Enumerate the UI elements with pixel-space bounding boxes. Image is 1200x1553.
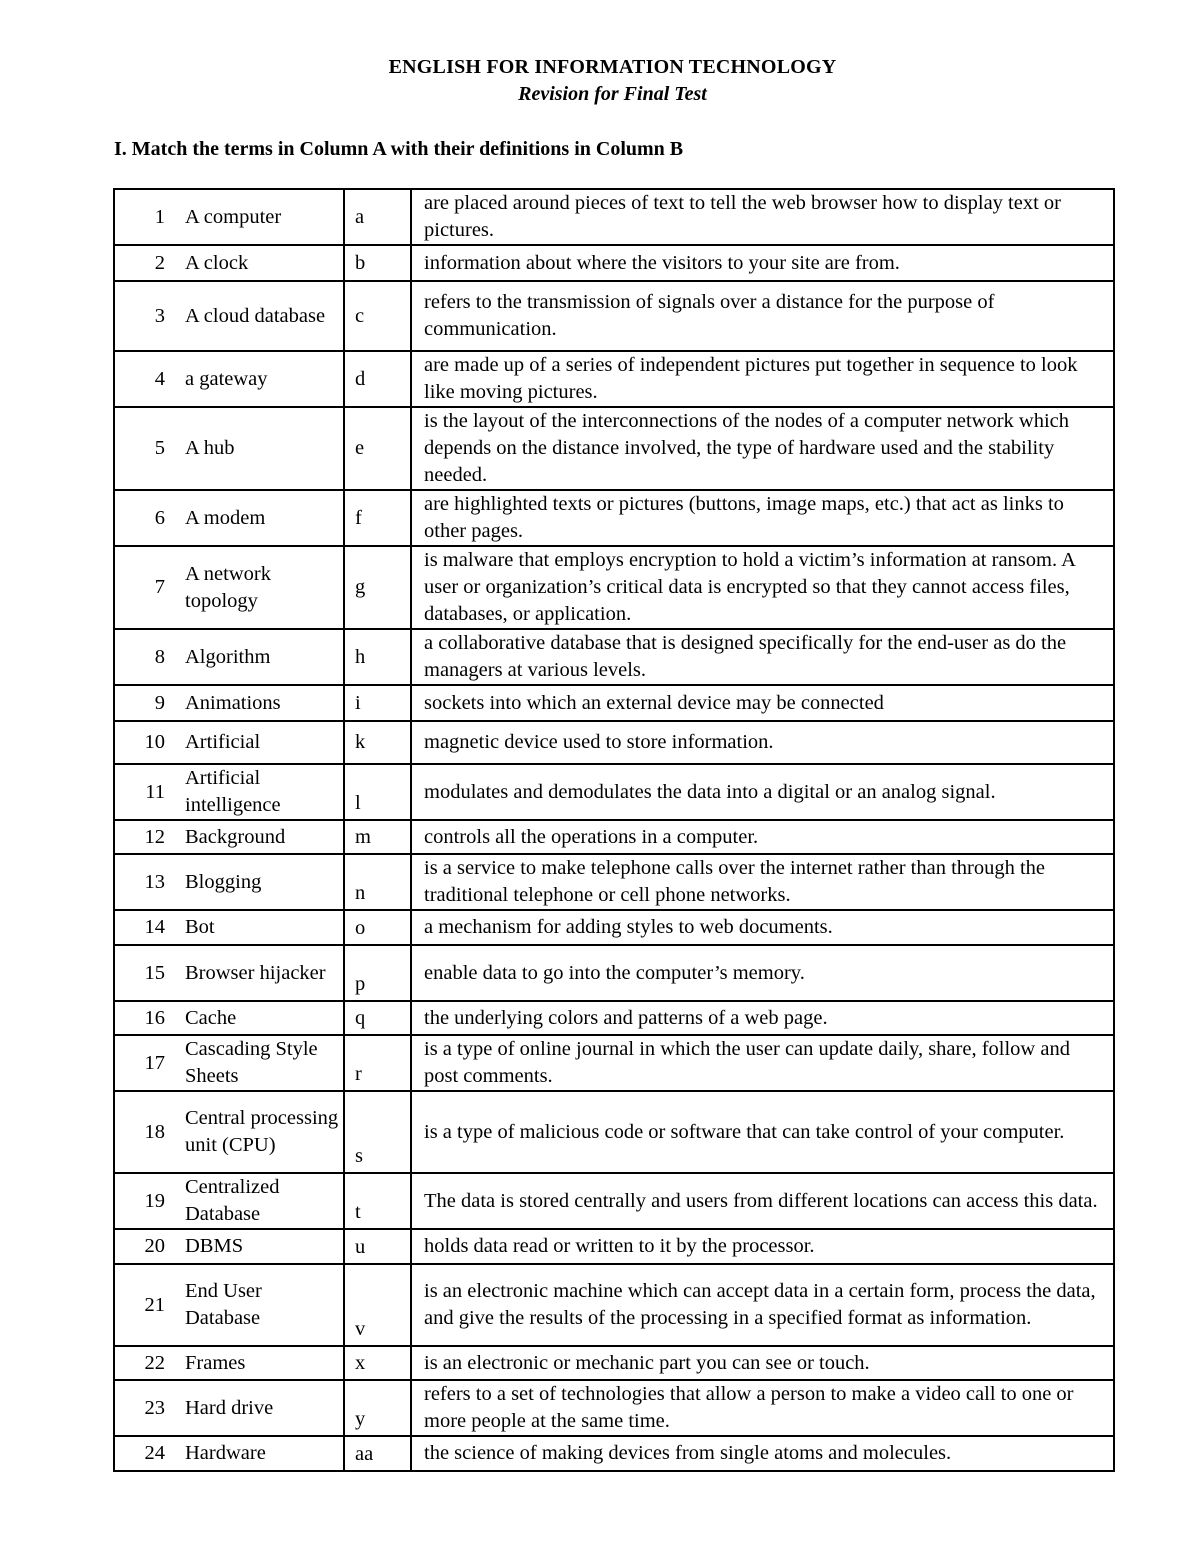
term-cell: End User Database	[185, 1264, 344, 1346]
letter-cell: e	[344, 407, 411, 490]
letter-cell: r	[344, 1035, 411, 1091]
term-cell: Animations	[185, 685, 344, 721]
letter-cell: v	[344, 1264, 411, 1346]
row-number: 23	[114, 1380, 185, 1436]
table-row	[114, 820, 1114, 854]
table-row	[114, 1436, 1114, 1471]
table-row	[114, 407, 1114, 490]
letter-cell: t	[344, 1173, 411, 1229]
definition-cell: is an electronic or mechanic part you can see or touch.	[411, 1346, 1114, 1380]
row-number: 24	[114, 1436, 185, 1471]
term-cell: DBMS	[185, 1229, 344, 1264]
letter-cell: a	[344, 189, 411, 245]
row-number: 20	[114, 1229, 185, 1264]
row-number: 2	[114, 245, 185, 281]
section-heading: I. Match the terms in Column A with their definitions in Column B	[114, 138, 684, 160]
definition-cell: enable data to go into the computer’s memory.	[411, 945, 1114, 1001]
definition-cell: is an electronic machine which can accept data in a certain form, process the data, and give the results of the processing in a specified format as information.	[411, 1264, 1114, 1346]
matching-table	[113, 188, 1115, 1472]
table-row	[114, 281, 1114, 351]
table-row	[114, 1264, 1114, 1346]
definition-cell: The data is stored centrally and users from different locations can access this data.	[411, 1173, 1114, 1229]
definition-cell: are placed around pieces of text to tell the web browser how to display text or pictures.	[411, 189, 1114, 245]
term-cell: Background	[185, 820, 344, 854]
definition-cell: are made up of a series of independent pictures put together in sequence to look like moving pictures.	[411, 351, 1114, 407]
letter-cell: u	[344, 1229, 411, 1264]
table-row	[114, 1035, 1114, 1091]
definition-cell: a collaborative database that is designed specifically for the end-user as do the managers at various levels.	[411, 629, 1114, 685]
table-row	[114, 245, 1114, 281]
letter-cell: h	[344, 629, 411, 685]
letter-cell: l	[344, 764, 411, 820]
definition-cell: holds data read or written to it by the processor.	[411, 1229, 1114, 1264]
definition-cell: controls all the operations in a computer.	[411, 820, 1114, 854]
term-cell: Cascading Style Sheets	[185, 1035, 344, 1091]
table-row	[114, 490, 1114, 546]
term-cell: Artificial	[185, 721, 344, 764]
document-subtitle: Revision for Final Test	[518, 83, 707, 105]
definition-cell: are highlighted texts or pictures (buttons, image maps, etc.) that act as links to other pages.	[411, 490, 1114, 546]
term-cell: A network topology	[185, 546, 344, 629]
table-row	[114, 685, 1114, 721]
letter-cell: k	[344, 721, 411, 764]
row-number: 3	[114, 281, 185, 351]
table-row	[114, 189, 1114, 245]
term-cell: A hub	[185, 407, 344, 490]
row-number: 15	[114, 945, 185, 1001]
row-number: 9	[114, 685, 185, 721]
term-cell: A cloud database	[185, 281, 344, 351]
letter-cell: s	[344, 1091, 411, 1173]
letter-cell: p	[344, 945, 411, 1001]
row-number: 13	[114, 854, 185, 910]
definition-cell: is a service to make telephone calls over the internet rather than through the traditional telephone or cell phone networks.	[411, 854, 1114, 910]
term-cell: Algorithm	[185, 629, 344, 685]
definition-cell: is a type of online journal in which the user can update daily, share, follow and post comments.	[411, 1035, 1114, 1091]
table-row	[114, 854, 1114, 910]
definition-cell: is malware that employs encryption to hold a victim’s information at ransom. A user or organization’s critical data is encrypted so that they cannot access files, databases, or application.	[411, 546, 1114, 629]
definition-cell: is the layout of the interconnections of the nodes of a computer network which depends on the distance involved, the type of hardware used and the stability needed.	[411, 407, 1114, 490]
row-number: 21	[114, 1264, 185, 1346]
term-cell: Blogging	[185, 854, 344, 910]
row-number: 6	[114, 490, 185, 546]
table-row	[114, 1091, 1114, 1173]
definition-cell: a mechanism for adding styles to web documents.	[411, 910, 1114, 945]
term-cell: Centralized Database	[185, 1173, 344, 1229]
term-cell: Bot	[185, 910, 344, 945]
table-row	[114, 1173, 1114, 1229]
table-row	[114, 764, 1114, 820]
term-cell: Hardware	[185, 1436, 344, 1471]
letter-cell: o	[344, 910, 411, 945]
definition-cell: information about where the visitors to your site are from.	[411, 245, 1114, 281]
row-number: 14	[114, 910, 185, 945]
term-cell: Central processing unit (CPU)	[185, 1091, 344, 1173]
letter-cell: q	[344, 1001, 411, 1035]
table-row	[114, 945, 1114, 1001]
table-row	[114, 351, 1114, 407]
table-row	[114, 910, 1114, 945]
table-row	[114, 546, 1114, 629]
term-cell: a gateway	[185, 351, 344, 407]
row-number: 17	[114, 1035, 185, 1091]
term-cell: A clock	[185, 245, 344, 281]
row-number: 10	[114, 721, 185, 764]
letter-cell: x	[344, 1346, 411, 1380]
document-title: ENGLISH FOR INFORMATION TECHNOLOGY	[388, 56, 837, 78]
term-cell: Frames	[185, 1346, 344, 1380]
letter-cell: n	[344, 854, 411, 910]
row-number: 8	[114, 629, 185, 685]
letter-cell: b	[344, 245, 411, 281]
row-number: 1	[114, 189, 185, 245]
row-number: 18	[114, 1091, 185, 1173]
definition-cell: is a type of malicious code or software that can take control of your computer.	[411, 1091, 1114, 1173]
row-number: 22	[114, 1346, 185, 1380]
definition-cell: refers to the transmission of signals over a distance for the purpose of communication.	[411, 281, 1114, 351]
row-number: 7	[114, 546, 185, 629]
table-row	[114, 1001, 1114, 1035]
term-cell: Browser hijacker	[185, 945, 344, 1001]
letter-cell: c	[344, 281, 411, 351]
definition-cell: sockets into which an external device may be connected	[411, 685, 1114, 721]
letter-cell: i	[344, 685, 411, 721]
definition-cell: magnetic device used to store information.	[411, 721, 1114, 764]
matching-table-body	[114, 189, 1114, 1471]
letter-cell: aa	[344, 1436, 411, 1471]
table-row	[114, 1346, 1114, 1380]
table-row	[114, 629, 1114, 685]
letter-cell: g	[344, 546, 411, 629]
table-row	[114, 1229, 1114, 1264]
row-number: 4	[114, 351, 185, 407]
row-number: 16	[114, 1001, 185, 1035]
table-row	[114, 721, 1114, 764]
row-number: 12	[114, 820, 185, 854]
letter-cell: y	[344, 1380, 411, 1436]
definition-cell: the underlying colors and patterns of a web page.	[411, 1001, 1114, 1035]
term-cell: A computer	[185, 189, 344, 245]
definition-cell: the science of making devices from single atoms and molecules.	[411, 1436, 1114, 1471]
definition-cell: modulates and demodulates the data into a digital or an analog signal.	[411, 764, 1114, 820]
letter-cell: d	[344, 351, 411, 407]
definition-cell: refers to a set of technologies that allow a person to make a video call to one or more people at the same time.	[411, 1380, 1114, 1436]
term-cell: Artificial intelligence	[185, 764, 344, 820]
term-cell: A modem	[185, 490, 344, 546]
row-number: 5	[114, 407, 185, 490]
table-row	[114, 1380, 1114, 1436]
term-cell: Hard drive	[185, 1380, 344, 1436]
letter-cell: m	[344, 820, 411, 854]
row-number: 19	[114, 1173, 185, 1229]
term-cell: Cache	[185, 1001, 344, 1035]
letter-cell: f	[344, 490, 411, 546]
row-number: 11	[114, 764, 185, 820]
